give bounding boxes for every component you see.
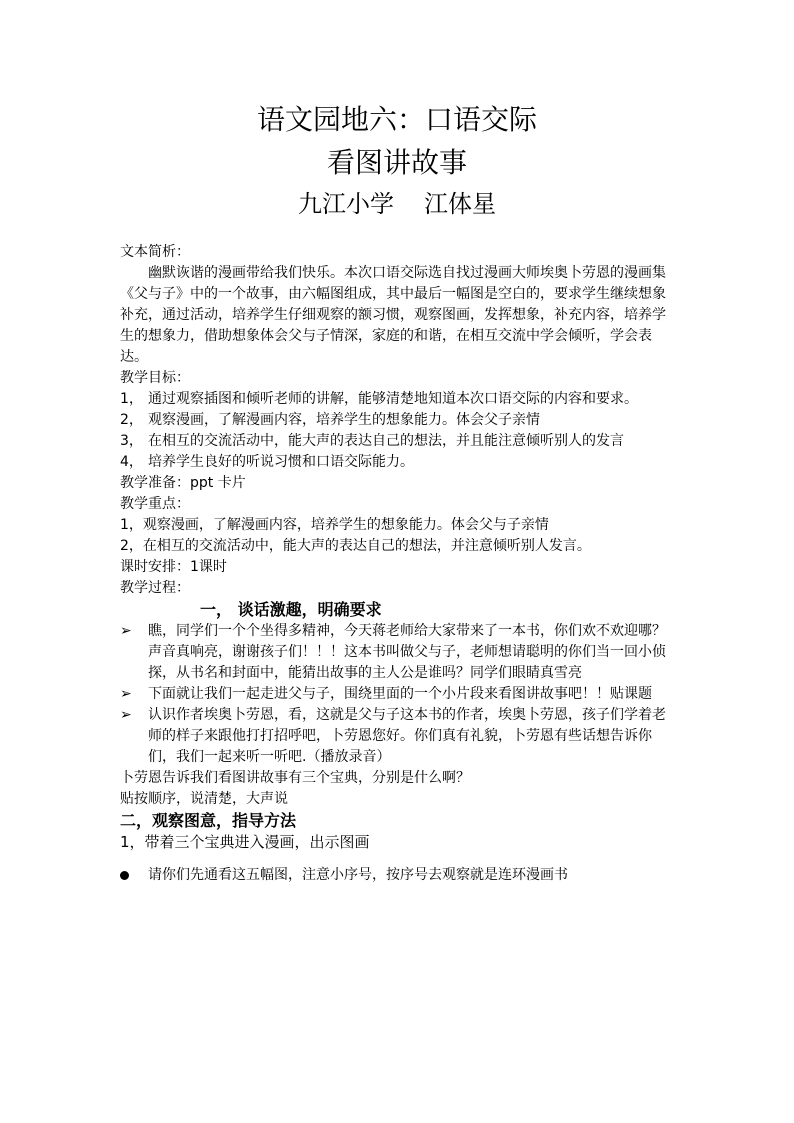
goals-label: 教学目标： — [120, 370, 190, 386]
bullet-text: 瞧，同学们一个个坐得多精神，今天蒋老师给大家带来了一本书，你们欢不欢迎哪？声音真响亮，谢谢孩子们！！！这本书叫做父与子，老师想请聪明的你们当一回小侦探，从书名和封面中，能猜出故事的主人公是谁吗？同学们眼睛真雪亮 — [148, 623, 666, 681]
section-heading-2: 二，观察图意，指导方法 — [120, 811, 297, 830]
goal-item — [120, 410, 670, 431]
goal-text: 通过观察插图和倾听老师的讲解，能够清楚地知道本次口语交际的内容和要求。 — [148, 391, 638, 407]
preparation: 教学准备：ppt 卡片 — [120, 475, 246, 491]
document-title: 语文园地六：口语交际 — [256, 103, 537, 136]
bullet-text: 请你们先通看这五幅图，注意小序号，按序号去观察就是连环漫画书 — [148, 867, 568, 883]
school-name: 九江小学 — [298, 190, 394, 218]
goal-number: 4， — [120, 454, 143, 470]
goal-item — [120, 452, 670, 473]
key-point: 2，在相互的交流活动中，能大声的表达自己的想法，并注意倾听别人发言。 — [120, 538, 591, 554]
author-line — [0, 186, 794, 222]
bullet-item — [120, 621, 670, 684]
arrow-bullet-icon: ➢ — [120, 707, 132, 723]
section-heading-1: 一， 谈话激趣，明确要求 — [200, 600, 382, 619]
document-body — [120, 242, 670, 887]
dot-bullet-icon — [120, 865, 148, 887]
numbered-step: 1，带着三个宝典进入漫画，出示图画 — [120, 833, 370, 851]
analysis-text: 幽默诙谐的漫画带给我们快乐。本次口语交际选自找过漫画大师埃奥卜劳恩的漫画集《父与子》中的一个故事，由六幅图组成，其中最后一幅图是空白的，要求学生继续想象补充，通过活动，培养学生仔细观察的额习惯，观察图画，发挥想象，补充内容，培养学生的想象力，借助想象体会父与子情深，家庭的和谐，在相互交流中学会倾听，学会表达。 — [120, 265, 666, 365]
author-name: 江体星 — [424, 190, 496, 218]
goal-item — [120, 431, 670, 452]
paragraph: 卜劳恩告诉我们看图讲故事有三个宝典，分别是什么啊？ — [120, 770, 470, 786]
arrow-bullet-icon: ➢ — [120, 686, 132, 702]
goal-item — [120, 389, 670, 410]
goal-text: 在相互的交流活动中，能大声的表达自己的想法，并且能注意倾听别人的发言 — [148, 433, 624, 449]
goal-text: 培养学生良好的听说习惯和口语交际能力。 — [148, 454, 414, 470]
bullet-text: 下面就让我们一起走进父与子，围绕里面的一个小片段来看图讲故事吧！！贴课题 — [148, 686, 652, 702]
bullet-item — [120, 865, 670, 887]
paragraph: 贴按顺序，说清楚，大声说 — [120, 791, 288, 807]
bullet-text: 认识作者埃奥卜劳恩，看，这就是父与子这本书的作者，埃奥卜劳恩，孩子们学着老师的样子来跟他打打招呼吧，卜劳恩您好。你们真有礼貌，卜劳恩有些话想告诉你们，我们一起来听一听吧.（播放录音） — [148, 707, 666, 765]
arrow-bullet-icon: ➢ — [120, 623, 132, 639]
goal-number: 1， — [120, 391, 143, 407]
bullet-item — [120, 705, 670, 768]
bullet-item — [120, 684, 670, 705]
goal-text: 观察漫画，了解漫画内容，培养学生的想象能力。体会父子亲情 — [148, 412, 540, 428]
document-subtitle: 看图讲故事 — [326, 146, 467, 179]
analysis-label: 文本简析： — [120, 244, 190, 260]
key-points-label: 教学重点： — [120, 496, 190, 512]
goal-number: 2， — [120, 412, 143, 428]
schedule: 课时安排：1课时 — [120, 559, 227, 575]
key-point: 1，观察漫画，了解漫画内容，培养学生的想象能力。体会父与子亲情 — [120, 517, 549, 533]
process-label: 教学过程： — [120, 580, 190, 596]
goal-number: 3， — [120, 433, 143, 449]
